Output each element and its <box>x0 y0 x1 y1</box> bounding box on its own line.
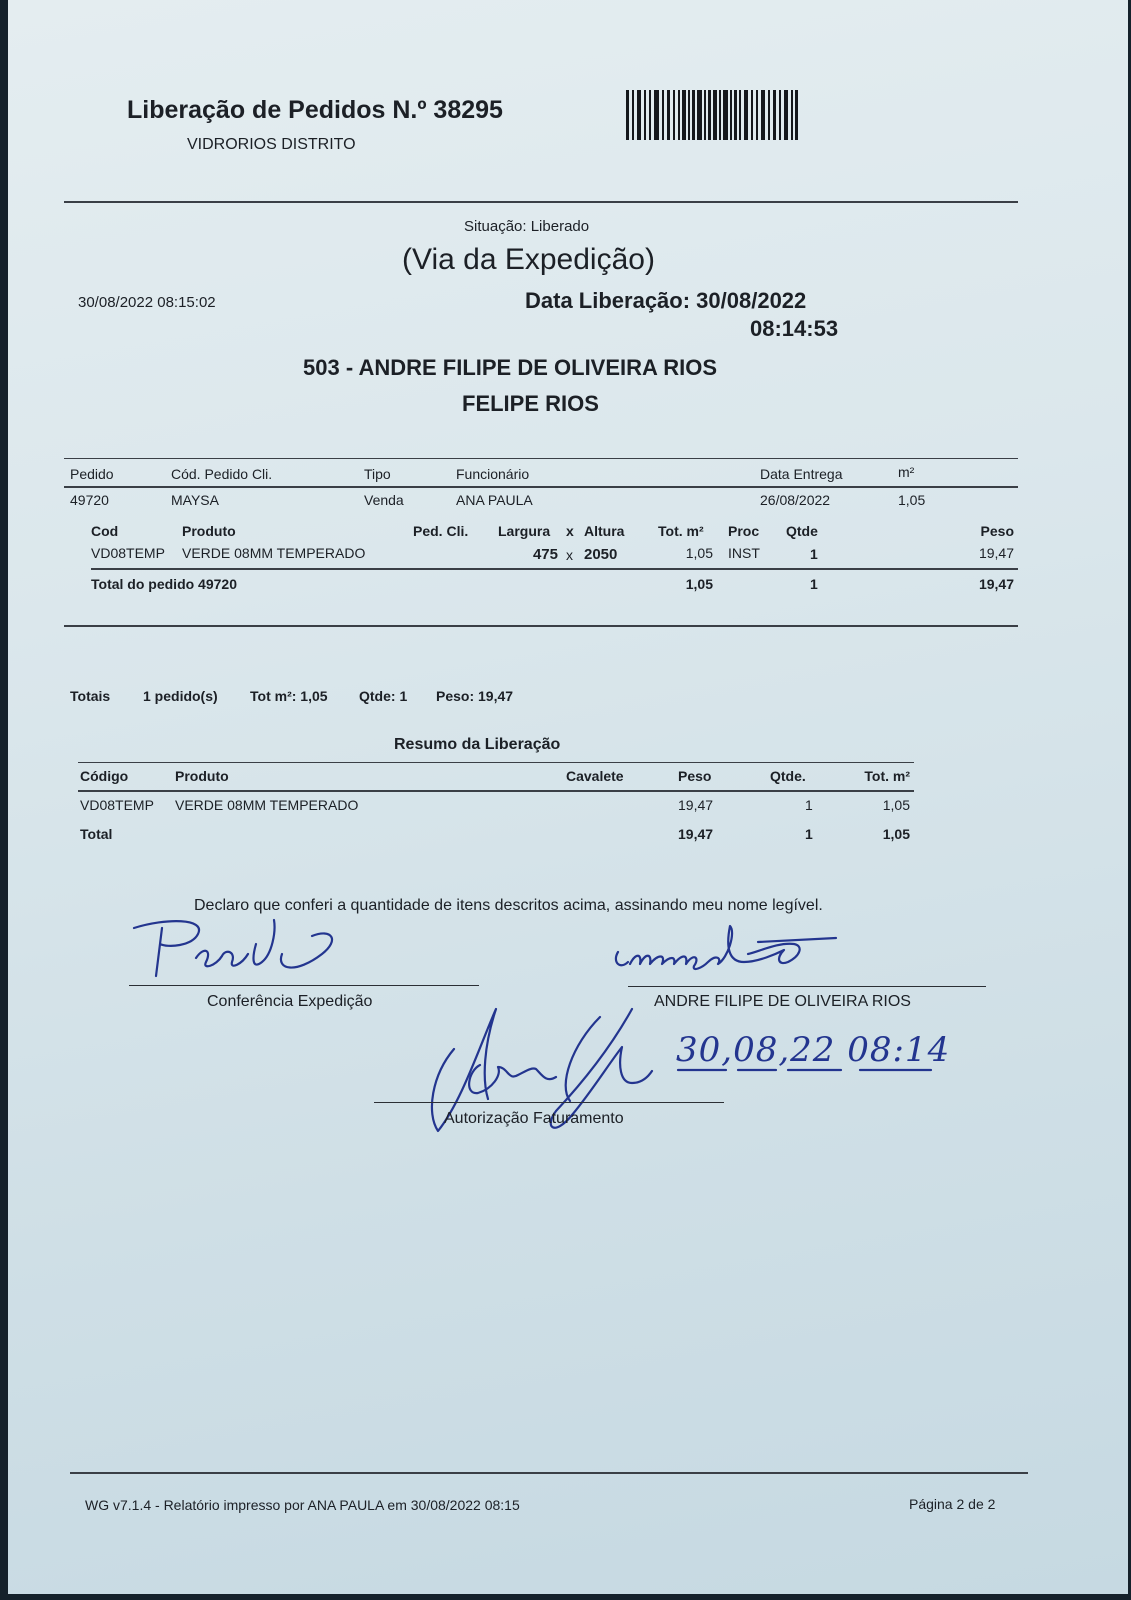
col-proc: Proc <box>728 523 760 539</box>
client-line: 503 - ANDRE FILIPE DE OLIVEIRA RIOS <box>303 355 717 380</box>
col-cavalete: Cavalete <box>566 768 624 784</box>
item-altura: 2050 <box>584 546 618 563</box>
col-largura: Largura <box>498 523 551 539</box>
printed-timestamp: 30/08/2022 08:15:02 <box>78 294 216 311</box>
col-altura: Altura <box>584 523 625 539</box>
col-qtde: Qtde <box>786 523 818 539</box>
company-name: VIDRORIOS DISTRITO <box>187 136 356 153</box>
col-tot-m2: Tot. m² <box>864 768 910 784</box>
page-number: Página 2 de 2 <box>909 1496 996 1512</box>
order-cod-pedido-cli: MAYSA <box>171 492 219 508</box>
item-tot-m2: 1,05 <box>685 545 713 561</box>
totals-m2: Tot m²: 1,05 <box>250 688 328 704</box>
order-data-entrega: 26/08/2022 <box>760 492 831 508</box>
item-x: x <box>566 547 573 563</box>
col-codigo: Código <box>80 768 129 784</box>
item-largura: 475 <box>532 546 558 563</box>
conferencia-label: Conferência Expedição <box>207 993 373 1010</box>
col-peso: Peso <box>980 523 1014 539</box>
signature-line <box>628 986 986 987</box>
summary-tot-m2: 1,05 <box>882 797 910 813</box>
col-pedido: Pedido <box>70 466 114 482</box>
handwritten-date: 30,08,22 08:14 <box>676 1030 951 1070</box>
divider <box>64 201 1018 203</box>
signature-client-icon <box>608 922 848 986</box>
order-total-label: Total do pedido 49720 <box>91 576 237 592</box>
order-funcionario: ANA PAULA <box>456 492 533 508</box>
summary-peso: 19,47 <box>678 797 714 813</box>
signature-conferencia-icon <box>126 914 356 986</box>
signature-line <box>374 1102 724 1103</box>
col-peso: Peso <box>678 768 712 784</box>
col-produto: Produto <box>182 523 236 539</box>
col-tot-m2: Tot. m² <box>658 523 704 539</box>
autorizacao-label: Autorização Faturamento <box>444 1110 624 1127</box>
release-time: 08:14:53 <box>750 316 839 341</box>
order-total-m2: 1,05 <box>685 576 713 592</box>
summary-total-qtde: 1 <box>805 826 813 842</box>
summary-qtde: 1 <box>805 797 813 813</box>
col-tipo: Tipo <box>364 466 391 482</box>
divider <box>64 458 1018 459</box>
release-date: Data Liberação: 30/08/2022 <box>525 288 807 313</box>
situation-label: Situação: Liberado <box>464 218 590 235</box>
summary-produto: VERDE 08MM TEMPERADO <box>175 797 359 813</box>
col-data-entrega: Data Entrega <box>760 466 843 482</box>
order-pedido: 49720 <box>70 492 109 508</box>
col-produto: Produto <box>175 768 229 784</box>
order-m2: 1,05 <box>898 492 926 508</box>
summary-total-label: Total <box>80 826 113 842</box>
summary-title: Resumo da Liberação <box>394 736 561 753</box>
totals-peso: Peso: 19,47 <box>436 688 514 704</box>
signature-line <box>129 985 479 986</box>
via-label: (Via da Expedição) <box>402 243 655 276</box>
item-proc: INST <box>728 545 760 561</box>
item-peso: 19,47 <box>978 545 1014 561</box>
col-ped-cli: Ped. Cli. <box>413 523 469 539</box>
document-title: Liberação de Pedidos N.º 38295 <box>127 96 503 124</box>
col-funcionario: Funcionário <box>456 466 530 482</box>
totals-qtde: Qtde: 1 <box>359 688 408 704</box>
order-total-peso: 19,47 <box>978 576 1014 592</box>
totals-pedidos: 1 pedido(s) <box>143 688 218 704</box>
summary-codigo: VD08TEMP <box>80 797 154 813</box>
barcode-icon <box>626 90 798 140</box>
item-cod: VD08TEMP <box>91 545 165 561</box>
divider <box>64 486 1018 488</box>
col-cod: Cod <box>91 523 119 539</box>
client-signature-label: ANDRE FILIPE DE OLIVEIRA RIOS <box>654 993 911 1010</box>
col-cod-pedido-cli: Cód. Pedido Cli. <box>171 466 273 482</box>
item-qtde: 1 <box>810 546 818 562</box>
col-qtde: Qtde. <box>770 768 806 784</box>
date-underline-icon <box>676 1064 936 1076</box>
footer-left: WG v7.1.4 - Relatório impresso por ANA PAULA em 30/08/2022 08:15 <box>85 1497 520 1513</box>
summary-total-peso: 19,47 <box>678 826 714 842</box>
divider <box>70 1472 1028 1474</box>
col-x: x <box>566 523 574 539</box>
summary-total-tot-m2: 1,05 <box>882 826 910 842</box>
divider <box>91 568 1018 570</box>
client-name: FELIPE RIOS <box>462 391 599 416</box>
item-produto: VERDE 08MM TEMPERADO <box>182 545 366 561</box>
order-tipo: Venda <box>364 492 404 508</box>
divider <box>64 625 1018 627</box>
divider <box>78 790 914 792</box>
document-page <box>8 0 1128 1594</box>
totals-label: Totais <box>70 688 111 704</box>
order-total-qtde: 1 <box>810 576 818 592</box>
divider <box>78 762 914 763</box>
col-m2: m² <box>898 464 915 480</box>
declaration-text: Declaro que conferi a quantidade de itens descritos acima, assinando meu nome legível. <box>194 897 823 914</box>
